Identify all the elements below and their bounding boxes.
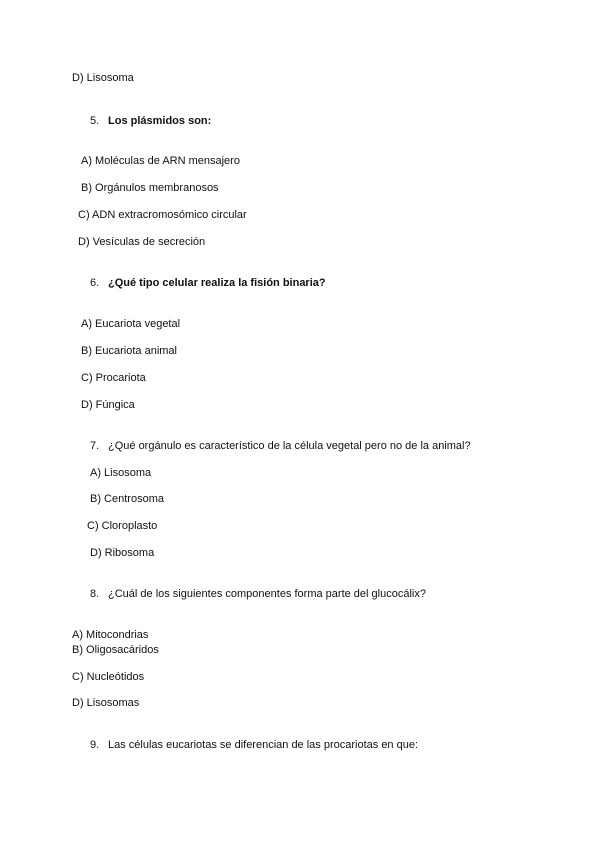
question-6-option-d: D) Fúngica <box>81 399 135 411</box>
option-4-d: D) Lisosoma <box>72 72 134 84</box>
question-6-number: 6. <box>90 277 100 289</box>
question-8-option-b: B) Oligosacáridos <box>72 644 159 656</box>
question-7-text: ¿Qué orgánulo es característico de la célula vegetal pero no de la animal? <box>108 440 471 452</box>
question-9-text: Las células eucariotas se diferencian de las procariotas en que: <box>108 739 419 751</box>
question-5-number: 5. <box>90 115 100 127</box>
question-5-text: Los plásmidos son: <box>108 115 212 127</box>
question-7-option-c: C) Cloroplasto <box>87 520 158 532</box>
question-5-option-d: D) Vesículas de secreción <box>78 236 206 248</box>
question-6-text: ¿Qué tipo celular realiza la fisión binaria? <box>108 277 326 289</box>
question-7-option-d: D) Ribosoma <box>90 547 155 559</box>
question-9-number: 9. <box>90 739 100 751</box>
question-8-number: 8. <box>90 588 100 600</box>
question-6-option-c: C) Procariota <box>81 372 146 384</box>
question-8-option-a: A) Mitocondrias <box>72 629 149 641</box>
question-8-option-d: D) Lisosomas <box>72 697 140 709</box>
question-5-option-c: C) ADN extracromosómico circular <box>78 209 247 221</box>
question-7-option-b: B) Centrosoma <box>90 493 164 505</box>
question-6-option-b: B) Eucariota animal <box>81 345 177 357</box>
question-6-option-a: A) Eucariota vegetal <box>81 318 181 330</box>
question-8-text: ¿Cuál de los siguientes componentes forma parte del glucocálix? <box>108 588 426 600</box>
question-7-option-a: A) Lisosoma <box>90 467 152 479</box>
question-8-option-c: C) Nucleótidos <box>72 671 145 683</box>
question-7-number: 7. <box>90 440 100 452</box>
question-5-option-b: B) Orgánulos membranosos <box>81 182 219 194</box>
question-5-option-a: A) Moléculas de ARN mensajero <box>81 155 240 167</box>
